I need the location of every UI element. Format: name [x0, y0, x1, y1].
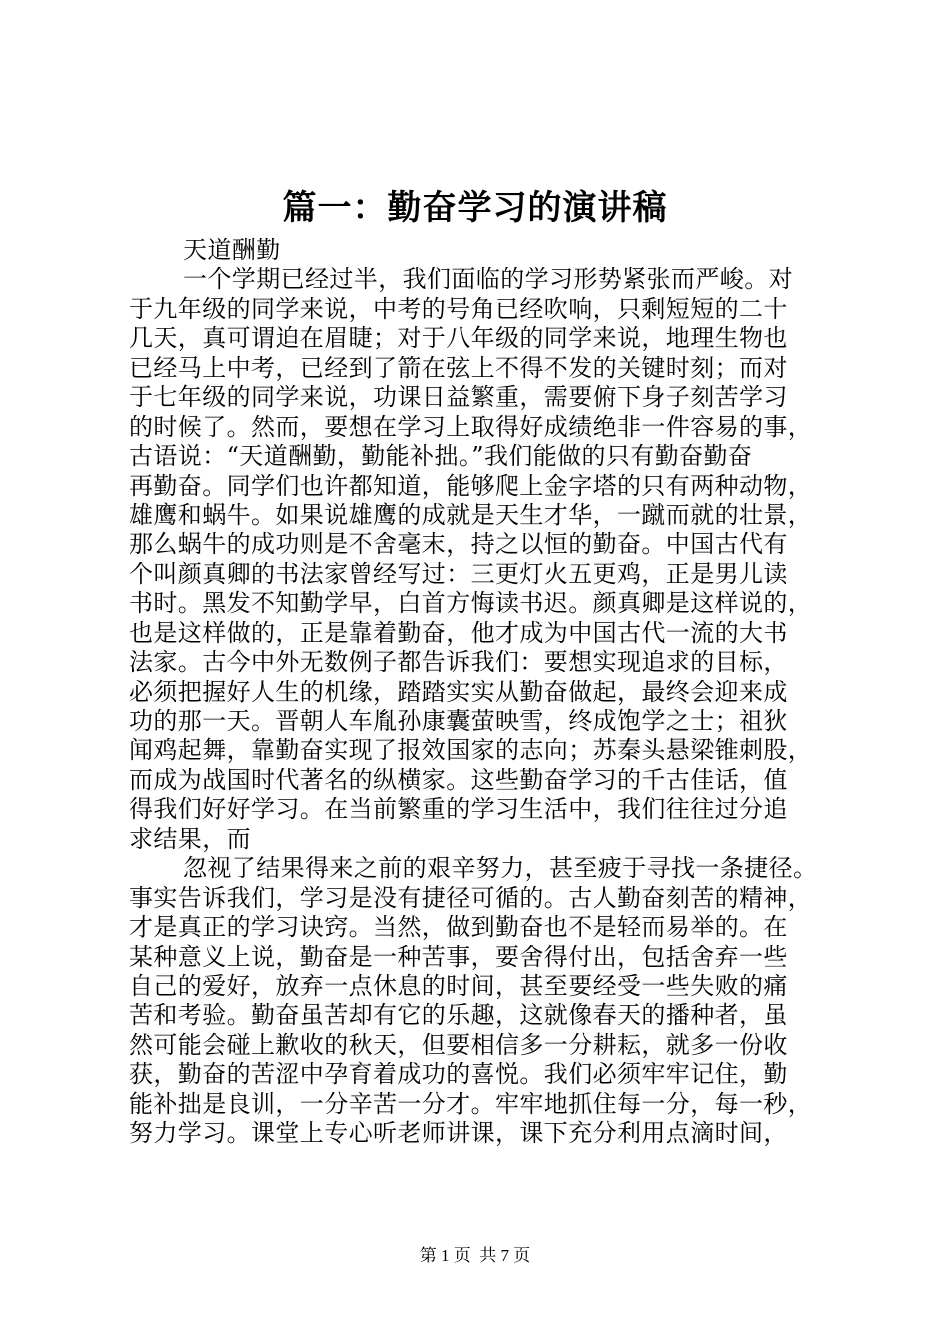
page-footer	[0, 1244, 950, 1268]
paragraph-line: 求结果，而	[129, 824, 251, 853]
paragraph-line: 个叫颜真卿的书法家曾经写过：三更灯火五更鸡，正是男儿读	[129, 559, 788, 588]
paragraph-line: 那么蜗牛的成功则是不舍毫末，持之以恒的勤奋。中国古代有	[129, 530, 788, 559]
paragraph-line: 事实告诉我们，学习是没有捷径可循的。古人勤奋刻苦的精神，	[129, 883, 813, 912]
paragraph-line: 得我们好好学习。在当前繁重的学习生活中，我们往往过分追	[129, 795, 788, 824]
paragraph-line: 获，勤奋的苦涩中孕育着成功的喜悦。我们必须牢牢记住，勤	[129, 1060, 788, 1089]
paragraph-line: 再勤奋。同学们也许都知道，能够爬上金字塔的只有两种动物，	[129, 471, 813, 500]
paragraph-line: 某种意义上说，勤奋是一种苦事，要舍得付出，包括舍弃一些	[129, 942, 788, 971]
document-body	[129, 236, 829, 1149]
paragraph-line: 而成为战国时代著名的纵横家。这些勤奋学习的千古佳话，值	[129, 765, 788, 794]
paragraph-line: 才是真正的学习诀窍。当然，做到勤奋也不是轻而易举的。在	[129, 913, 788, 942]
paragraph-line: 的时候了。然而，要想在学习上取得好成绩绝非一件容易的事，	[129, 412, 813, 441]
paragraph-line: 苦和考验。勤奋虽苦却有它的乐趣，这就像春天的播种者，虽	[129, 1001, 788, 1030]
paragraph-line: 功的那一天。晋朝人车胤孙康囊萤映雪，终成饱学之士；祖狄	[129, 707, 788, 735]
paragraph-line: 于九年级的同学来说，中考的号角已经吹响，只剩短短的二十	[129, 294, 788, 323]
paragraph-line: 雄鹰和蜗牛。如果说雄鹰的成就是天生才华，一蹴而就的壮景，	[129, 500, 813, 529]
document-title: 篇一：勤奋学习的演讲稿	[282, 188, 668, 228]
page-number: 第 1 页 共 7 页	[419, 1246, 531, 1265]
paragraph-line: 必须把握好人生的机缘，踏踏实实从勤奋做起，最终会迎来成	[129, 677, 788, 706]
paragraph-line: 闻鸡起舞，靠勤奋实现了报效国家的志向；苏秦头悬梁锥刺股，	[129, 736, 813, 765]
paragraph-line: 然可能会碰上歉收的秋天，但要相信多一分耕耘，就多一份收	[129, 1030, 788, 1059]
paragraph-line: 忽视了结果得来之前的艰辛努力，甚至疲于寻找一条捷径。	[183, 854, 818, 883]
paragraph-line: 一个学期已经过半，我们面临的学习形势紧张而严峻。对	[183, 265, 793, 294]
paragraph-line: 自己的爱好，放弃一点休息的时间，甚至要经受一些失败的痛	[129, 971, 788, 1000]
paragraph-line: 于七年级的同学来说，功课日益繁重，需要俯下身子刻苦学习	[129, 383, 788, 412]
paragraph-line: 已经马上中考，已经到了箭在弦上不得不发的关键时刻；而对	[129, 353, 788, 382]
paragraph-line: 努力学习。课堂上专心听老师讲课，课下充分利用点滴时间，	[129, 1119, 788, 1148]
paragraph-line: 法家。古今中外无数例子都告诉我们：要想实现追求的目标，	[129, 648, 788, 677]
paragraph-line: 几天，真可谓迫在眉睫；对于八年级的同学来说，地理生物也	[129, 324, 788, 353]
paragraph-line: 古语说：“天道酬勤，勤能补拙。”我们能做的只有勤奋勤奋	[129, 442, 753, 471]
paragraph-line: 能补拙是良训，一分辛苦一分才。牢牢地抓住每一分，每一秒，	[129, 1089, 813, 1118]
paragraph-line: 也是这样做的，正是靠着勤奋，他才成为中国古代一流的大书	[129, 618, 788, 647]
subtitle-line: 天道酬勤	[183, 236, 281, 264]
paragraph-line: 书时。黑发不知勤学早，白首方悔读书迟。颜真卿是这样说的，	[129, 589, 813, 618]
